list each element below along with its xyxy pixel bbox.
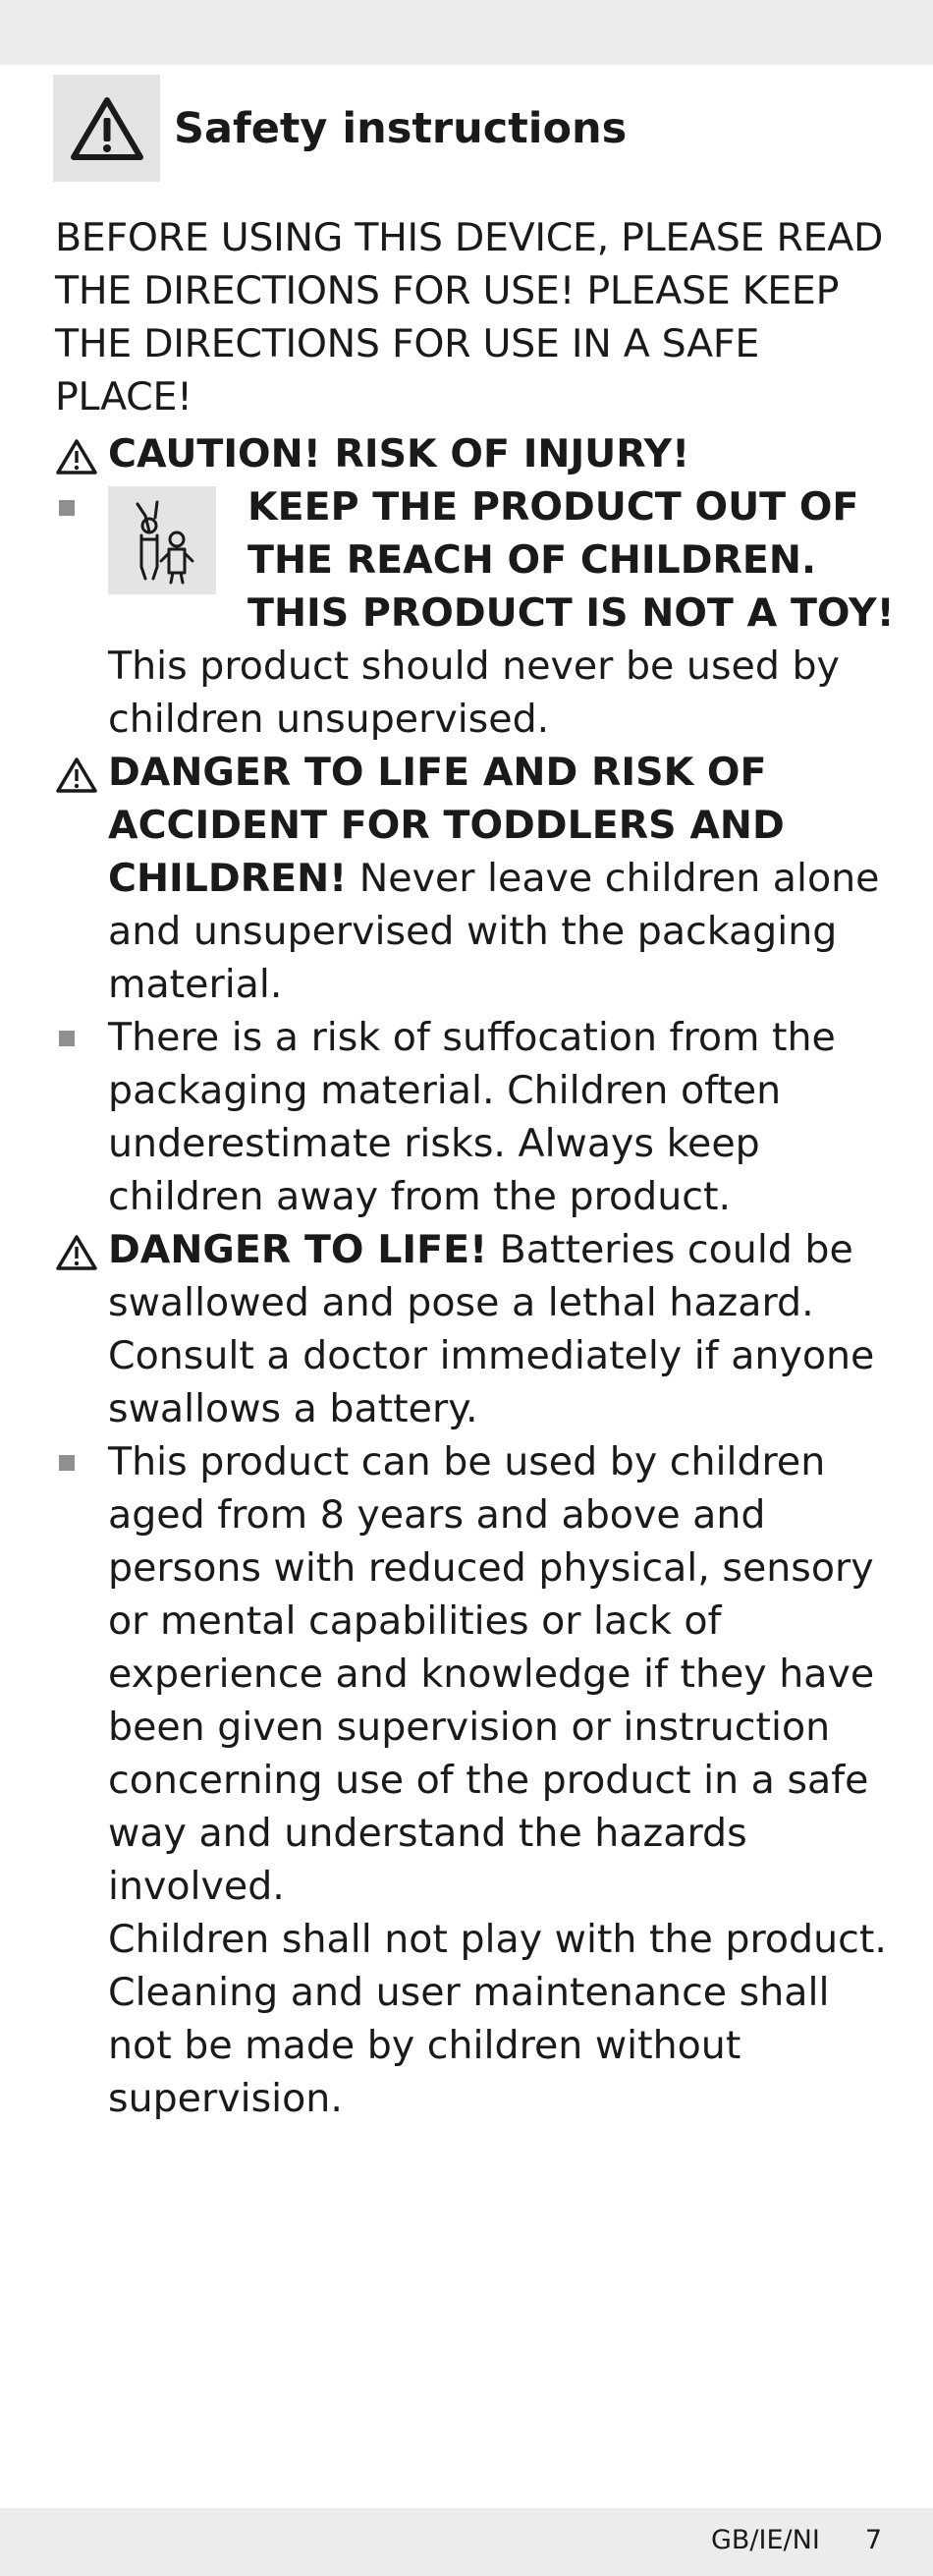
child-icon — [120, 496, 204, 585]
keep-away-bold-text: KEEP THE PRODUCT OUT OF THE REACH OF CHILDREN. THIS PRODUCT IS NOT A TOY! — [247, 484, 895, 636]
footer-region: GB/IE/NI — [710, 2525, 820, 2555]
children-usage-item — [55, 1435, 900, 2125]
children-play-paragraph: Children shall not play with the product. Cleaning and user maintenance shall not be made by children without supervision. — [108, 1917, 887, 2121]
section-header — [53, 75, 627, 182]
warning-icon — [55, 755, 98, 808]
intro-text: BEFORE USING THIS DEVICE, PLEASE READ THE DIRECTIONS FOR USE! PLEASE KEEP THE DIRECTIONS FOR USE IN A SAFE PLACE! — [55, 215, 884, 420]
safety-content — [55, 211, 900, 2125]
danger-batteries-block — [55, 1223, 900, 1435]
keep-away-text: This product should never be used by children unsupervised. — [108, 644, 840, 742]
caution-heading: CAUTION! RISK OF INJURY! — [108, 431, 690, 476]
footer — [711, 2525, 882, 2555]
bullet-square-icon — [59, 1455, 75, 1471]
warning-icon-box — [53, 75, 160, 182]
danger-toddlers-block — [55, 746, 900, 1011]
top-band — [0, 0, 933, 65]
children-warning-icon-box — [108, 486, 216, 594]
bullet-square-icon — [59, 1031, 75, 1046]
warning-icon — [55, 1232, 98, 1285]
caution-heading-block — [55, 427, 900, 480]
danger-toddlers-text: Never leave children alone and unsupervised with the packaging material. — [108, 856, 880, 1007]
bullet-square-icon — [59, 500, 75, 516]
page-title: Safety instructions — [174, 103, 628, 153]
danger-toddlers-bold-text: DANGER TO LIFE AND RISK OF ACCIDENT FOR TODDLERS AND CHILDREN! — [108, 750, 785, 901]
page-number: 7 — [864, 2525, 882, 2555]
danger-batteries-bold-text: DANGER TO LIFE! — [108, 1227, 488, 1272]
caution-item-keep-away — [55, 480, 900, 746]
suffocation-item — [55, 1011, 900, 1223]
suffocation-text: There is a risk of suffocation from the packaging material. Children often underestimate risks. Always keep children away from the product. — [108, 1015, 836, 1219]
warning-triangle-icon — [69, 94, 145, 163]
children-usage-paragraph: This product can be used by children aged from 8 years and above and persons with reduced physical, sensory or mental capabilities or lack of experience and knowledge if they have been given supervision or instruction concerning use of the product in a safe way and understand the hazards involved. — [108, 1439, 875, 1909]
danger-batteries-text: Batteries could be swallowed and pose a lethal hazard. Consult a doctor immediately if anyone swallows a battery. — [108, 1227, 875, 1431]
